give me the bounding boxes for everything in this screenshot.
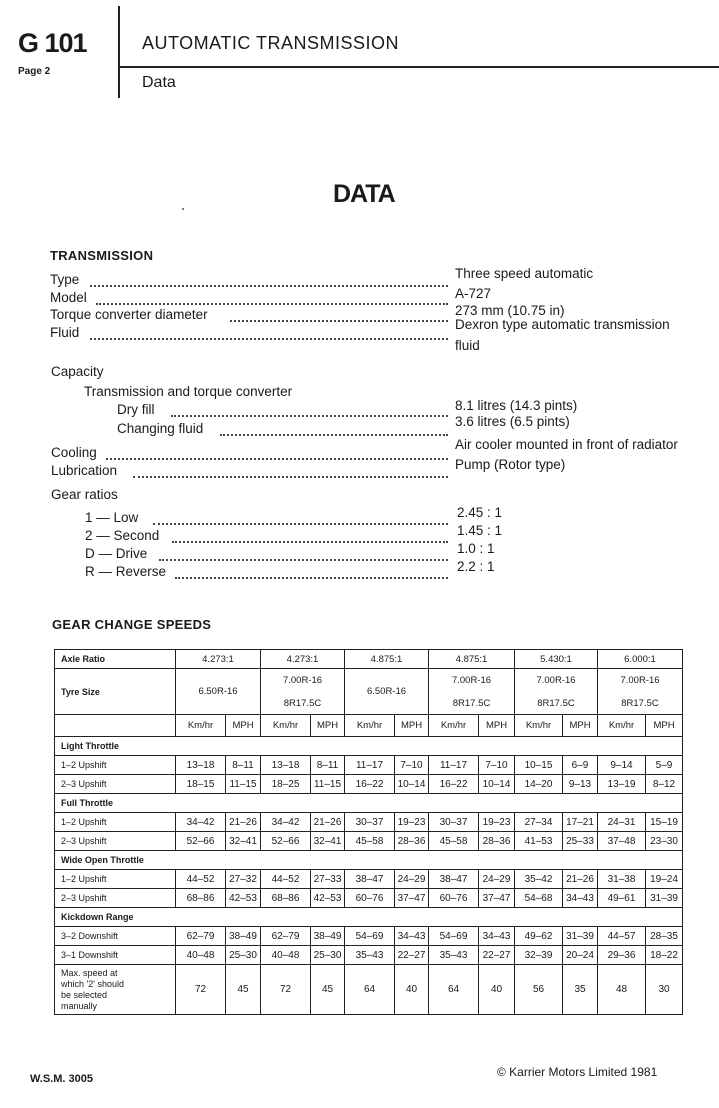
tyre-size-cell <box>261 669 345 715</box>
mph-cell: 7–10 <box>479 756 515 775</box>
tyre-size-header: Tyre Size <box>55 669 176 715</box>
kmhr-cell: 30–37 <box>345 813 395 832</box>
mph-cell: 19–24 <box>646 870 683 889</box>
mph-cell: 15–19 <box>646 813 683 832</box>
gear-value: 1.45 : 1 <box>457 523 503 538</box>
max-speed-cell: 30 <box>646 965 683 1015</box>
max-speed-cell: 64 <box>429 965 479 1015</box>
spec-row-lubrication <box>0 457 719 481</box>
gear-ratio-row <box>0 559 719 582</box>
mph-cell: 37–47 <box>395 889 429 908</box>
spec-label: Changing fluid <box>117 421 204 436</box>
mph-cell: 8–11 <box>311 756 345 775</box>
gear-label: 1 — Low <box>85 510 139 525</box>
kmhr-cell: 16–22 <box>345 775 395 794</box>
kmhr-cell: 60–76 <box>429 889 479 908</box>
leader-dots <box>171 399 448 417</box>
mph-header: MPH <box>646 715 683 737</box>
mph-cell: 21–26 <box>563 870 598 889</box>
kmhr-cell: 40–48 <box>176 946 226 965</box>
kmhr-cell: 54–69 <box>429 927 479 946</box>
row-label: 2–3 Upshift <box>55 889 176 908</box>
gear-value: 2.2 : 1 <box>457 559 495 574</box>
mph-header: MPH <box>311 715 345 737</box>
row-label: 1–2 Upshift <box>55 756 176 775</box>
tyre-size-line: 7.00R-16 <box>620 674 660 686</box>
tyre-size-line: 8R17.5C <box>283 697 322 709</box>
spec-value-continued: fluid <box>455 338 480 353</box>
kmhr-cell: 11–17 <box>429 756 479 775</box>
group-header-row <box>55 851 683 870</box>
spec-label: Cooling <box>51 445 97 460</box>
axle-ratio-cell: 6.000:1 <box>598 650 683 669</box>
table-row <box>55 927 683 946</box>
spec-value: A-727 <box>455 286 492 301</box>
row-label: 1–2 Upshift <box>55 870 176 889</box>
spec-value: 3.6 litres (6.5 pints) <box>455 414 570 429</box>
page-number: Page 2 <box>18 66 51 77</box>
units-row <box>55 715 683 737</box>
leader-dots <box>153 507 448 525</box>
mph-cell: 27–33 <box>311 870 345 889</box>
axle-ratio-cell: 4.273:1 <box>261 650 345 669</box>
mph-cell: 11–15 <box>311 775 345 794</box>
max-speed-cell: 35 <box>563 965 598 1015</box>
group-header-row <box>55 908 683 927</box>
axle-ratio-cell: 5.430:1 <box>515 650 598 669</box>
mph-header: MPH <box>226 715 261 737</box>
kmhr-cell: 27–34 <box>515 813 563 832</box>
max-speed-cell: 45 <box>311 965 345 1015</box>
kmhr-cell: 37–48 <box>598 832 646 851</box>
kmhr-header: Km/hr <box>345 715 395 737</box>
mph-cell: 22–27 <box>395 946 429 965</box>
axle-ratio-row <box>55 650 683 669</box>
max-speed-label-line: which '2' should <box>61 978 124 989</box>
group-header: Full Throttle <box>55 794 683 813</box>
gear-value: 2.45 : 1 <box>457 505 503 520</box>
header-horizontal-rule <box>118 66 719 68</box>
mph-cell: 34–43 <box>563 889 598 908</box>
kmhr-cell: 35–43 <box>429 946 479 965</box>
tyre-size-cell <box>598 669 683 715</box>
tyre-size-cell <box>345 669 429 715</box>
kmhr-cell: 40–48 <box>261 946 311 965</box>
mph-cell: 11–15 <box>226 775 261 794</box>
row-label: 2–3 Upshift <box>55 775 176 794</box>
kmhr-cell: 62–79 <box>261 927 311 946</box>
kmhr-cell: 29–36 <box>598 946 646 965</box>
tyre-size-line: 7.00R-16 <box>451 674 492 686</box>
row-label: 3–2 Downshift <box>55 927 176 946</box>
mph-cell: 34–43 <box>479 927 515 946</box>
max-speed-cell: 45 <box>226 965 261 1015</box>
max-speed-label-line: Max. speed at <box>61 967 118 978</box>
kmhr-cell: 13–19 <box>598 775 646 794</box>
kmhr-cell: 44–57 <box>598 927 646 946</box>
leader-dots <box>220 418 448 436</box>
table-row <box>55 775 683 794</box>
mph-cell: 25–30 <box>226 946 261 965</box>
leader-dots <box>96 287 448 305</box>
mph-cell: 23–30 <box>646 832 683 851</box>
kmhr-cell: 9–14 <box>598 756 646 775</box>
leader-dots <box>230 304 448 322</box>
gear-label: D — Drive <box>85 546 148 561</box>
max-speed-label <box>55 965 176 1015</box>
gear-value: 1.0 : 1 <box>457 541 495 556</box>
mph-header: MPH <box>479 715 515 737</box>
tyre-size-line: 8R17.5C <box>621 697 659 709</box>
tyre-size-cell <box>429 669 515 715</box>
kmhr-cell: 45–58 <box>345 832 395 851</box>
kmhr-header: Km/hr <box>429 715 479 737</box>
kmhr-cell: 34–42 <box>261 813 311 832</box>
mph-cell: 8–11 <box>226 756 261 775</box>
transmission-heading: TRANSMISSION <box>50 248 154 263</box>
tyre-size-row <box>55 669 683 715</box>
mph-cell: 7–10 <box>395 756 429 775</box>
kmhr-cell: 10–15 <box>515 756 563 775</box>
mph-header: MPH <box>563 715 598 737</box>
mph-cell: 5–9 <box>646 756 683 775</box>
spec-value: Three speed automatic <box>455 266 594 281</box>
max-speed-cell: 40 <box>395 965 429 1015</box>
max-speed-cell: 72 <box>176 965 226 1015</box>
units-spacer <box>55 715 176 737</box>
mph-cell: 21–26 <box>226 813 261 832</box>
mph-cell: 8–12 <box>646 775 683 794</box>
group-header-row <box>55 737 683 756</box>
spec-value: 273 mm (10.75 in) <box>455 303 565 318</box>
kmhr-cell: 31–38 <box>598 870 646 889</box>
gear-change-table <box>54 649 683 1015</box>
table-row <box>55 889 683 908</box>
tyre-size-line: 8R17.5C <box>537 697 575 709</box>
spec-label: Model <box>50 290 87 305</box>
spec-value: Pump (Rotor type) <box>455 457 566 472</box>
row-label: 1–2 Upshift <box>55 813 176 832</box>
kmhr-cell: 49–62 <box>515 927 563 946</box>
spec-label: Fluid <box>50 325 80 340</box>
axle-ratio-cell: 4.875:1 <box>345 650 429 669</box>
mph-cell: 17–21 <box>563 813 598 832</box>
print-speck <box>182 208 184 210</box>
mph-cell: 22–27 <box>479 946 515 965</box>
mph-header: MPH <box>395 715 429 737</box>
section-title: AUTOMATIC TRANSMISSION <box>142 33 400 53</box>
leader-dots <box>106 442 448 460</box>
axle-ratio-cell: 4.273:1 <box>176 650 261 669</box>
kmhr-cell: 49–61 <box>598 889 646 908</box>
tyre-size-line: 8R17.5C <box>452 697 491 709</box>
kmhr-cell: 24–31 <box>598 813 646 832</box>
spec-label: Torque converter diameter <box>50 307 208 322</box>
copyright-notice: © Karrier Motors Limited 1981 <box>497 1065 658 1079</box>
gear-label: R — Reverse <box>85 564 167 579</box>
max-speed-cell: 56 <box>515 965 563 1015</box>
kmhr-header: Km/hr <box>598 715 646 737</box>
leader-dots <box>90 322 448 340</box>
mph-cell: 10–14 <box>479 775 515 794</box>
max-speed-cell: 64 <box>345 965 395 1015</box>
kmhr-cell: 41–53 <box>515 832 563 851</box>
kmhr-cell: 18–25 <box>261 775 311 794</box>
kmhr-cell: 13–18 <box>261 756 311 775</box>
kmhr-cell: 14–20 <box>515 775 563 794</box>
mph-cell: 42–53 <box>311 889 345 908</box>
kmhr-cell: 13–18 <box>176 756 226 775</box>
mph-cell: 24–29 <box>479 870 515 889</box>
kmhr-cell: 32–39 <box>515 946 563 965</box>
spec-value: 8.1 litres (14.3 pints) <box>455 398 578 413</box>
kmhr-cell: 68–86 <box>261 889 311 908</box>
mph-cell: 20–24 <box>563 946 598 965</box>
page-title: DATA <box>333 180 395 208</box>
kmhr-cell: 30–37 <box>429 813 479 832</box>
max-speed-cell: 40 <box>479 965 515 1015</box>
kmhr-cell: 38–47 <box>429 870 479 889</box>
spec-label: Dry fill <box>117 402 155 417</box>
tyre-size-cell <box>515 669 598 715</box>
leader-dots <box>172 525 448 543</box>
kmhr-cell: 44–52 <box>176 870 226 889</box>
row-label: 3–1 Downshift <box>55 946 176 965</box>
kmhr-header: Km/hr <box>515 715 563 737</box>
leader-dots <box>159 543 448 561</box>
workshop-manual-ref: W.S.M. 3005 <box>30 1073 93 1085</box>
table-row <box>55 870 683 889</box>
mph-cell: 25–33 <box>563 832 598 851</box>
kmhr-cell: 52–66 <box>176 832 226 851</box>
max-speed-label-line: be selected <box>61 989 108 1000</box>
max-speed-label-line: manually <box>61 1000 98 1011</box>
mph-cell: 21–26 <box>311 813 345 832</box>
mph-cell: 28–35 <box>646 927 683 946</box>
kmhr-cell: 62–79 <box>176 927 226 946</box>
tyre-size-line: 6.50R-16 <box>366 686 407 697</box>
mph-cell: 32–41 <box>311 832 345 851</box>
mph-cell: 24–29 <box>395 870 429 889</box>
table-row <box>55 756 683 775</box>
kmhr-cell: 38–47 <box>345 870 395 889</box>
leader-dots <box>90 269 448 287</box>
kmhr-cell: 45–58 <box>429 832 479 851</box>
gear-label: 2 — Second <box>85 528 160 543</box>
kmhr-header: Km/hr <box>176 715 226 737</box>
tyre-size-line: 7.00R-16 <box>536 674 576 686</box>
gear-ratios-label: Gear ratios <box>51 487 118 502</box>
kmhr-cell: 35–42 <box>515 870 563 889</box>
mph-cell: 32–41 <box>226 832 261 851</box>
max-speed-row <box>55 965 683 1015</box>
mph-cell: 27–32 <box>226 870 261 889</box>
kmhr-cell: 52–66 <box>261 832 311 851</box>
spec-value: Dexron type automatic transmission <box>455 317 670 332</box>
kmhr-cell: 34–42 <box>176 813 226 832</box>
kmhr-cell: 60–76 <box>345 889 395 908</box>
axle-ratio-cell: 4.875:1 <box>429 650 515 669</box>
group-header-row <box>55 794 683 813</box>
spec-row-fluid <box>0 317 719 343</box>
kmhr-cell: 68–86 <box>176 889 226 908</box>
tyre-size-line: 7.00R-16 <box>282 674 323 686</box>
mph-cell: 19–23 <box>395 813 429 832</box>
kmhr-cell: 35–43 <box>345 946 395 965</box>
kmhr-cell: 54–68 <box>515 889 563 908</box>
mph-cell: 42–53 <box>226 889 261 908</box>
leader-dots <box>175 561 448 579</box>
leader-dots <box>133 460 448 478</box>
mph-cell: 25–30 <box>311 946 345 965</box>
gear-change-heading: GEAR CHANGE SPEEDS <box>52 617 212 632</box>
spec-label: Type <box>50 272 80 287</box>
kmhr-cell: 54–69 <box>345 927 395 946</box>
mph-cell: 19–23 <box>479 813 515 832</box>
manual-code: G 101 <box>18 28 87 58</box>
mph-cell: 37–47 <box>479 889 515 908</box>
spec-label: Lubrication <box>51 463 118 478</box>
mph-cell: 6–9 <box>563 756 598 775</box>
mph-cell: 31–39 <box>563 927 598 946</box>
mph-cell: 31–39 <box>646 889 683 908</box>
tyre-size-line: 6.50R-16 <box>198 686 238 697</box>
kmhr-cell: 16–22 <box>429 775 479 794</box>
kmhr-cell: 18–15 <box>176 775 226 794</box>
axle-ratio-header: Axle Ratio <box>55 650 176 669</box>
max-speed-cell: 48 <box>598 965 646 1015</box>
section-subtitle: Data <box>142 74 176 91</box>
kmhr-header: Km/hr <box>261 715 311 737</box>
table-row <box>55 813 683 832</box>
mph-cell: 34–43 <box>395 927 429 946</box>
mph-cell: 28–36 <box>395 832 429 851</box>
capacity-label: Capacity <box>51 364 104 379</box>
mph-cell: 9–13 <box>563 775 598 794</box>
table-row <box>55 946 683 965</box>
kmhr-cell: 44–52 <box>261 870 311 889</box>
table-row <box>55 832 683 851</box>
mph-cell: 18–22 <box>646 946 683 965</box>
row-label: 2–3 Upshift <box>55 832 176 851</box>
mph-cell: 38–49 <box>226 927 261 946</box>
mph-cell: 10–14 <box>395 775 429 794</box>
max-speed-cell: 72 <box>261 965 311 1015</box>
spec-value: Air cooler mounted in front of radiator <box>455 437 678 452</box>
tyre-size-cell <box>176 669 261 715</box>
group-header: Kickdown Range <box>55 908 683 927</box>
header-vertical-rule <box>118 6 120 98</box>
group-header: Wide Open Throttle <box>55 851 683 870</box>
group-header: Light Throttle <box>55 737 683 756</box>
mph-cell: 28–36 <box>479 832 515 851</box>
kmhr-cell: 11–17 <box>345 756 395 775</box>
tc-label: Transmission and torque converter <box>84 384 293 399</box>
mph-cell: 38–49 <box>311 927 345 946</box>
